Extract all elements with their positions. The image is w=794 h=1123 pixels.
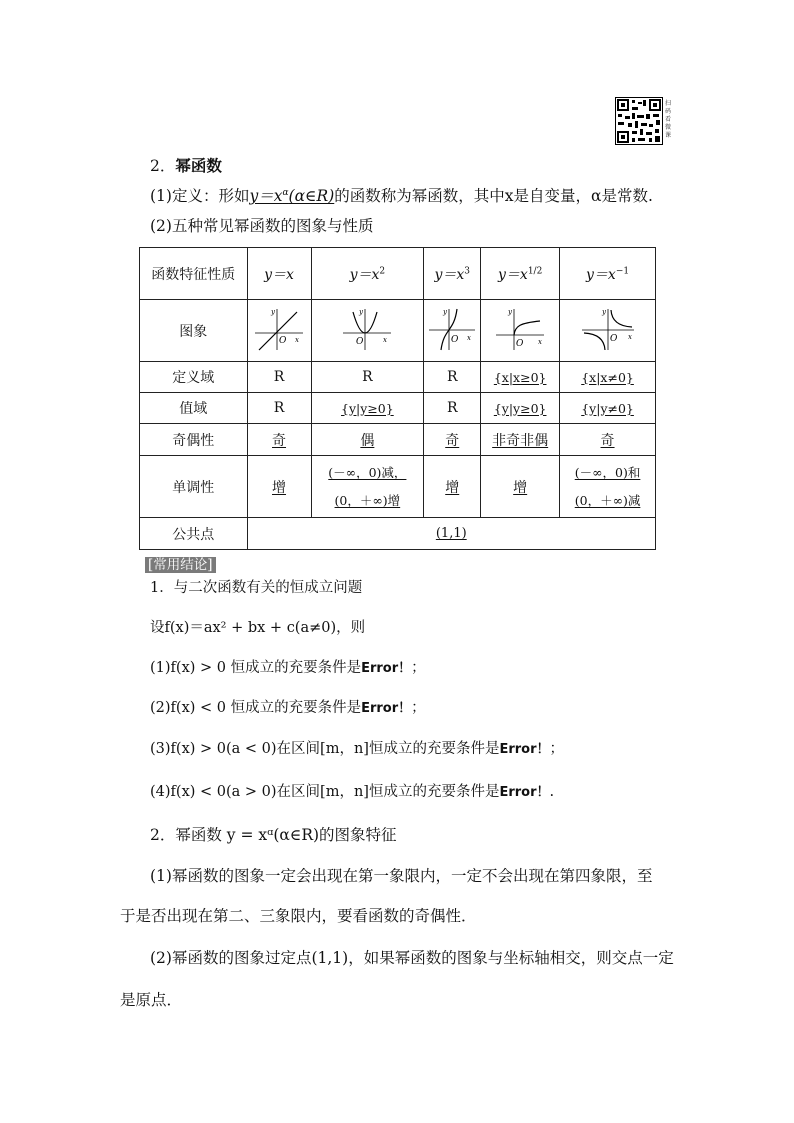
cell: R bbox=[424, 362, 481, 393]
graph-sqrt-icon bbox=[490, 306, 550, 352]
graph-sqrt bbox=[481, 300, 560, 362]
definition-formula bbox=[249, 187, 334, 205]
axis-x-label: x bbox=[383, 335, 388, 344]
cell: 奇 bbox=[560, 424, 656, 456]
formula-base: y＝x bbox=[249, 187, 283, 205]
mono-line: (－∞，0)和 bbox=[574, 464, 641, 480]
axis-y-label: y bbox=[508, 307, 513, 316]
c-punct: ； bbox=[549, 741, 564, 757]
definition-line bbox=[150, 186, 653, 206]
definition-rest: 的函数称为幂函数，其中x是自变量，α是常数. bbox=[334, 187, 653, 205]
header-func-4 bbox=[481, 248, 560, 300]
cell-mono-xinv bbox=[560, 456, 656, 518]
table-row-parity bbox=[140, 424, 656, 456]
cell: R bbox=[311, 362, 424, 393]
error-text: Error！ bbox=[499, 785, 550, 800]
cell: R bbox=[247, 393, 311, 424]
mono-line: (－∞，0)减， bbox=[328, 464, 407, 480]
table-row-domain bbox=[140, 362, 656, 393]
func-exp: 3 bbox=[464, 265, 470, 276]
c-punct: ； bbox=[411, 660, 426, 676]
func-base: y＝x bbox=[434, 266, 465, 283]
conclusions-tag bbox=[145, 553, 216, 573]
conclusion-item-2-title: 2．幂函数 y = xᵅ(α∈R)的图象特征 bbox=[150, 826, 397, 844]
cell: {y|y≠0} bbox=[560, 393, 656, 424]
axis-y-label: y bbox=[359, 307, 364, 316]
table-row-common-point bbox=[140, 518, 656, 550]
section-heading bbox=[150, 156, 222, 176]
qr-caption: 扫码看微课 bbox=[665, 100, 672, 139]
table-header-row bbox=[140, 248, 656, 300]
graph-cubic-icon bbox=[427, 306, 477, 352]
c-text: (4)f(x) < 0(a > 0)在区间[m，n]恒成立的充要条件是 bbox=[150, 784, 500, 800]
table-row-monotonicity bbox=[140, 456, 656, 518]
origin-label: O bbox=[609, 333, 617, 344]
row-label: 单调性 bbox=[140, 456, 248, 518]
conclusion-c4 bbox=[150, 782, 554, 803]
header-func-2 bbox=[311, 248, 424, 300]
cell: {y|y≥0} bbox=[311, 393, 424, 424]
table-row-range bbox=[140, 393, 656, 424]
cell: {x|x≠0} bbox=[560, 362, 656, 393]
graph-parabola-icon bbox=[339, 306, 395, 352]
graph-x2 bbox=[311, 300, 424, 362]
header-func-3 bbox=[424, 248, 481, 300]
row-label: 值域 bbox=[140, 393, 248, 424]
origin-label: O bbox=[356, 336, 364, 347]
header-label: 函数特征性质 bbox=[140, 248, 248, 300]
cell: 偶 bbox=[311, 424, 424, 456]
table-row-graph bbox=[140, 300, 656, 362]
conclusion-setup: 设f(x)＝ax² + bx + c(a≠0)，则 bbox=[150, 620, 366, 636]
func-exp: 1/2 bbox=[527, 265, 543, 276]
error-text: Error！ bbox=[499, 742, 550, 757]
cell: {x|x≥0} bbox=[481, 362, 560, 393]
cell: 增 bbox=[424, 456, 481, 518]
error-text: Error！ bbox=[361, 701, 412, 716]
conclusion-c1 bbox=[150, 658, 426, 679]
graph-x bbox=[247, 300, 311, 362]
cell: 奇 bbox=[424, 424, 481, 456]
cell: 增 bbox=[247, 456, 311, 518]
row-label: 定义域 bbox=[140, 362, 248, 393]
axis-x-label: x bbox=[295, 335, 299, 344]
axis-x-label: x bbox=[538, 337, 543, 346]
origin-label: O bbox=[516, 338, 524, 349]
func-exp: −1 bbox=[615, 265, 630, 276]
mono-line: (0，＋∞)减 bbox=[574, 492, 641, 508]
origin-label: O bbox=[279, 335, 287, 346]
mono-line: (0，＋∞)增 bbox=[334, 492, 401, 508]
cell: (1,1) bbox=[247, 518, 655, 550]
cell: R bbox=[247, 362, 311, 393]
c-text: (3)f(x) > 0(a < 0)在区间[m，n]恒成立的充要条件是 bbox=[150, 741, 500, 757]
row-label: 公共点 bbox=[140, 518, 248, 550]
conclusion-c3 bbox=[150, 739, 564, 760]
axis-y-label: y bbox=[271, 307, 275, 316]
row-label: 图象 bbox=[140, 300, 248, 362]
cell: {y|y≥0} bbox=[481, 393, 560, 424]
row-label: 奇偶性 bbox=[140, 424, 248, 456]
header-func-1 bbox=[247, 248, 311, 300]
cell: 非奇非偶 bbox=[481, 424, 560, 456]
error-text: Error！ bbox=[361, 661, 412, 676]
graph-x3 bbox=[424, 300, 481, 362]
cell: 增 bbox=[481, 456, 560, 518]
conclusion-item-1-title: 1．与二次函数有关的恒成立问题 bbox=[150, 580, 363, 596]
definition-prefix: (1)定义：形如 bbox=[150, 187, 250, 205]
paragraph-1-line-2: 于是否出现在第二、三象限内，要看函数的奇偶性． bbox=[120, 907, 477, 925]
five-functions-title: (2)五种常见幂函数的图象与性质 bbox=[150, 217, 374, 235]
formula-exponent: α bbox=[282, 187, 289, 198]
axis-y-label: y bbox=[601, 307, 606, 316]
power-function-table bbox=[139, 247, 656, 550]
c-text: (2)f(x) < 0 恒成立的充要条件是 bbox=[150, 700, 362, 716]
func-base: y＝x bbox=[586, 266, 616, 283]
paragraph-2-line-1: (2)幂函数的图象过定点(1,1)，如果幂函数的图象与坐标轴相交，则交点一定 bbox=[150, 949, 674, 967]
func-exp: 2 bbox=[379, 265, 386, 276]
header-func-5 bbox=[560, 248, 656, 300]
graph-xinv bbox=[560, 300, 656, 362]
heading-number: 2． bbox=[150, 157, 176, 175]
graph-hyperbola-icon bbox=[576, 306, 640, 352]
c-punct: ； bbox=[411, 700, 426, 716]
func-base: y＝x bbox=[498, 266, 528, 283]
c-text: (1)f(x) > 0 恒成立的充要条件是 bbox=[150, 660, 362, 676]
graph-linear-icon bbox=[251, 306, 307, 352]
conclusion-c2 bbox=[150, 698, 426, 719]
paragraph-1-line-1: (1)幂函数的图象一定会出现在第一象限内，一定不会出现在第四象限，至 bbox=[150, 867, 653, 885]
qr-code bbox=[615, 97, 663, 145]
c-punct: . bbox=[549, 784, 555, 800]
heading-text: 幂函数 bbox=[175, 156, 222, 175]
paragraph-2-line-2: 是原点． bbox=[120, 991, 183, 1009]
cell-mono-x2 bbox=[311, 456, 424, 518]
formula-tail: (α∈R) bbox=[288, 187, 335, 205]
origin-label: O bbox=[451, 334, 459, 345]
tag-label: [常用结论] bbox=[145, 557, 216, 573]
cell: R bbox=[424, 393, 481, 424]
func-base: y＝x bbox=[349, 266, 380, 283]
axis-x-label: x bbox=[627, 332, 632, 341]
cell: 奇 bbox=[247, 424, 311, 456]
func-base: y＝x bbox=[264, 266, 294, 283]
axis-y-label: y bbox=[443, 307, 448, 316]
axis-x-label: x bbox=[467, 333, 472, 342]
